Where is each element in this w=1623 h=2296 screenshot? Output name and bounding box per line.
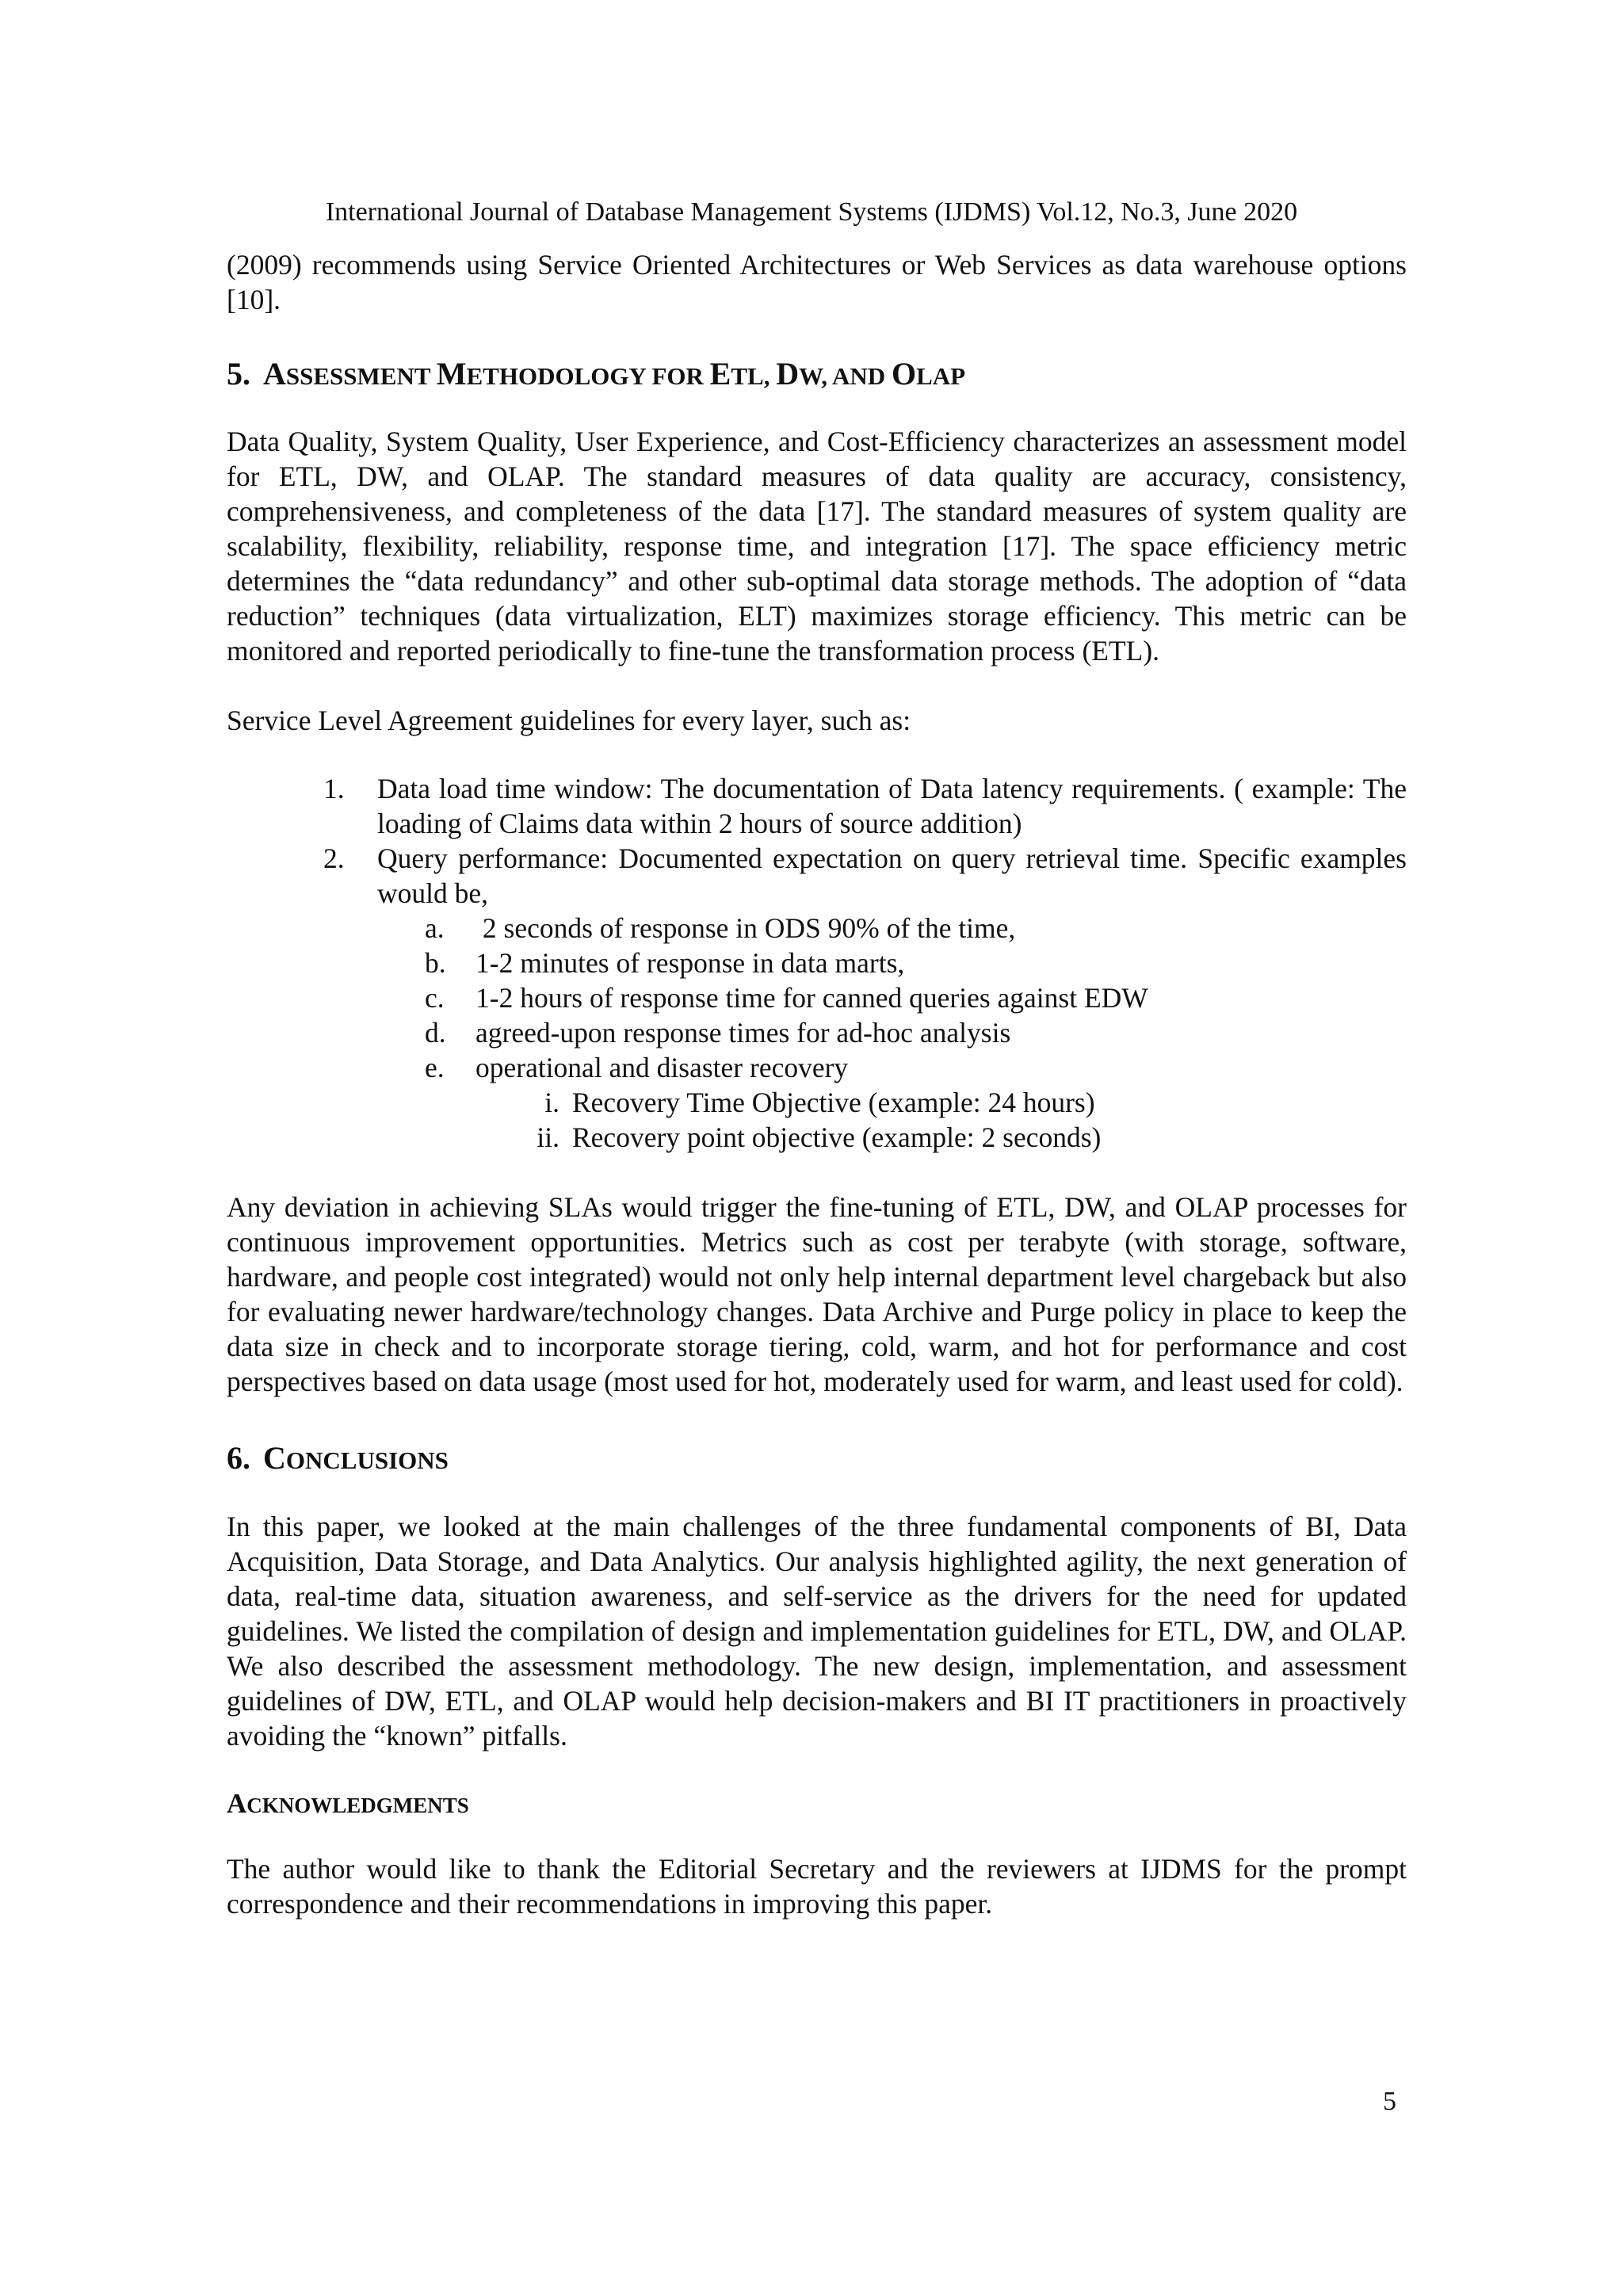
list-item: 1. Data load time window: The documentation of Data latency requirements. ( example: The loading of Claims data within 2 hours of source addition) — [323, 773, 1407, 839]
section-5-paragraph-1: Data Quality, System Quality, User Experience, and Cost-Efficiency characterizes an assessment model for ETL, DW, and OLAP. The standard measures of data quality are accuracy, consistency, comprehensiveness, and completeness of the data [17]. The standard measures of system quality are scalability, flexibility, reliability, response time, and integration [17]. The space efficiency metric determines the “data redundancy” and other sub-optimal data storage methods. The adoption of “data reduction” techniques (data virtualization, ELT) maximizes storage efficiency. This metric can be monitored and reported periodically to fine-tune the transformation process (ETL). — [227, 426, 1407, 667]
section-5-paragraph-3: Any deviation in achieving SLAs would trigger the fine-tuning of ETL, DW, and OLAP processes for continuous improvement opportunities. Metrics such as cost per terabyte (with storage, software, hardware, and people cost integrated) would not only help internal department level chargeback but also for evaluating newer hardware/technology changes. Data Archive and Purge policy in place to keep the data size in check and to incorporate storage tiering, cold, warm, and hot for performance and cost perspectives based on data usage (most used for hot, moderately used for warm, and least used for cold). — [227, 1191, 1407, 1397]
sub-list-item: b. 1-2 minutes of response in data marts, — [425, 947, 905, 979]
section-5-title: ASSESSMENT METHODOLOGY FOR ETL, DW, AND OLAP — [263, 356, 966, 392]
page-number: 5 — [1383, 2087, 1396, 2116]
section-6-title: CONCLUSIONS — [263, 1440, 449, 1476]
sub-list-item: a. 2 seconds of response in ODS 90% of the time, — [425, 912, 1016, 944]
section-5-number: 5. — [227, 356, 250, 392]
list-item: 2. Query performance: Documented expectation on query retrieval time. Specific examples would be, — [323, 842, 1407, 909]
acknowledgments-paragraph: The author would like to thank the Editorial Secretary and the reviewers at IJDMS for the prompt correspondence and their recommendations in improving this paper. — [227, 1853, 1407, 1920]
section-5-heading — [227, 354, 1407, 396]
section-6-heading — [227, 1438, 1407, 1480]
sub-list-item: e. operational and disaster recovery — [425, 1052, 849, 1083]
section-6-number: 6. — [227, 1440, 250, 1476]
sla-list — [227, 771, 1407, 1155]
section-6-paragraph: In this paper, we looked at the main challenges of the three fundamental components of BI, Data Acquisition, Data Storage, and Data Analytics. Our analysis highlighted agility, the next generation of data, real-time data, situation awareness, and self-service as the drivers for the need for updated guidelines. We listed the compilation of design and implementation guidelines for ETL, DW, and OLAP. We also described the assessment methodology. The new design, implementation, and assessment guidelines of DW, ETL, and OLAP would help decision-makers and BI IT practitioners in proactively avoiding the “known” pitfalls. — [227, 1511, 1407, 1752]
running-header: International Journal of Database Management Systems (IJDMS) Vol.12, No.3, June 2020 — [325, 197, 1298, 227]
acknowledgments-heading: ACKNOWLEDGMENTS — [227, 1788, 469, 1819]
continued-paragraph: (2009) recommends using Service Oriented Architectures or Web Services as data warehouse options [10]. — [227, 249, 1407, 315]
sub-sub-list-item: ii. Recovery point objective (example: 2 seconds) — [537, 1121, 1102, 1153]
section-5-paragraph-2: Service Level Agreement guidelines for every layer, such as: — [227, 705, 911, 736]
sub-list-item: d. agreed-upon response times for ad-hoc analysis — [425, 1017, 1011, 1049]
body-column — [227, 247, 1407, 1921]
sub-list-item: c. 1-2 hours of response time for canned queries against EDW — [425, 982, 1148, 1014]
sub-sub-list-item: i. Recovery Time Objective (example: 24 hours) — [544, 1087, 1095, 1118]
